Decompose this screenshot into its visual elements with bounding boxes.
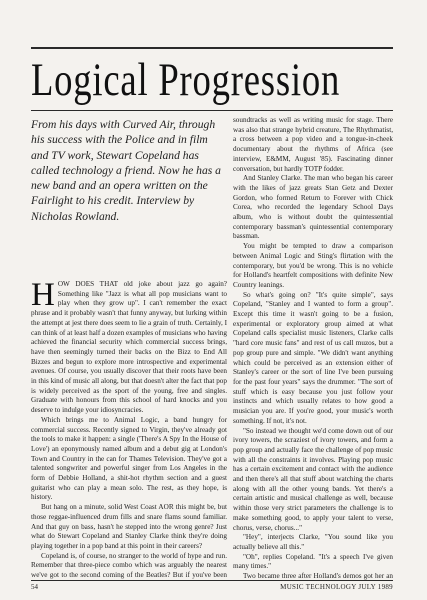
headline-rule	[31, 110, 393, 111]
body-paragraph	[31, 280, 227, 416]
body-paragraph: You might be tempted to draw a comparison between Animal Logic and Sting's flirtation with the contemporary, but you'd be wrong. This is no vehicle for Holland's heartfelt compositions with definite New Country leanings.	[233, 242, 393, 289]
running-footer: MUSIC TECHNOLOGY JULY 1989	[280, 583, 393, 591]
page-number: 54	[31, 583, 38, 591]
drop-cap: H	[31, 280, 55, 313]
footer-rule	[31, 580, 393, 581]
body-paragraph: soundtracks as well as writing music for stage. There was also that strange hybrid creature, The Rhythmatist, a cross between a pop video and a tongue-in-cheek documentary about the rhythms of Africa (see interview, E&MM, August '85). Fascinating dinner conversation, but hardly TOTP fodder.	[233, 116, 393, 173]
body-column-right	[233, 116, 393, 582]
body-paragraph: But hang on a minute, solid West Coast AOR this might be, but those reggae-influenced drum fills and snare flams sound familiar. And that guy on bass, hasn't he stepped into the wrong genre? Just what do Stewart Copeland and Stanley Clarke think they're doing playing together in a pop band at this point in their careers?	[31, 503, 227, 550]
paragraph-text: OW DOES THAT old joke about jazz go again? Something like "Jazz is what all pop musicians want to play when they grow up". I can't remember the exact phrase and it probably wasn't that funny anyway, but lurking within the attempt at jest there does seem to lie a grain of truth. Certainly, I can think of at least half a dozen examples of musicians who having achieved the financial security which commercial success brings, have then seemingly turned their backs on the Bizz to End All Bizzes and begun to explore more introspective and experimental avenues. Of course, you usually discover that their roots have been in this kind of music all along, but that doesn't alter the fact that pop is widely perceived as the sport of the young, free and singles. Graduate with honours from this school of hard knocks and you deserve to indulge your idiosyncracies.	[31, 280, 227, 415]
body-paragraph: And Stanley Clarke. The man who began his career with the likes of jazz greats Stan Getz and Dexter Gordon, who formed Return to Forever with Chick Corea, who recorded the legendary School Days album, who is without doubt the quintessential contemporary bassman's quintessential contemporary bassman.	[233, 174, 393, 241]
body-paragraph: So what's going on? "It's quite simple", says Copeland, "Stanley and I wanted to form a group". Except this time it wasn't going to be a fusion, experimental or exploratory group aimed at what Copeland calls specialist music listeners, Clarke calls "hard core music fans" and rest of us call muzos, but a pop group pure and simple. "We didn't want anything which could be perceived as an extension either of Stanley's career or the sort of line I've been pursuing for the past four years" says the drummer. "The sort of stuff which is easy because you just follow your instincts and which usually relates to how good a musician you are. If you're good, your music's worth something. If not, it's not.	[233, 290, 393, 425]
body-paragraph: Two became three after Holland's demos got her an	[243, 572, 393, 581]
standfirst: From his days with Curved Air, through his success with the Police and in film and TV work, Stewart Copeland has called technology a friend. Now he has a new band and an opera written on the Fairlight to his credit. Interview by Nicholas Rowland.	[31, 118, 221, 223]
top-rule	[31, 47, 393, 49]
body-paragraph: "So instead we thought we'd come down out of our ivory towers, the scraziest of ivory towers, and form a pop group and actually face the challenge of pop music with all the constraints it involves. Playing pop music has a certain excitement and contact with the audience and then there's all that stuff about watching the charts along with all the other young bands. Yet there's a certain artistic and musical challenge as well, because within those very strict parameters the challenge is to make something good, to apply your talent to verse, chorus, verse, chorus..."	[233, 426, 393, 532]
body-paragraph: "Oh", replies Copeland. "It's a speech I've given many times."	[233, 552, 393, 571]
body-paragraph: Which brings me to Animal Logic, a band hungry for commercial success. Recently signed to Virgin, they've already got the tools to make it happen: a single ('There's A Spy In the House of Love') an eponymously named album and a debut gig at London's Town and Country in the can for Thames Television. They've got a talented songwriter and powerful singer from Los Angeles in the form of Debbie Holland, a shit-hot rhythm section and a guest guitarist who can play a mean solo. The rest, as they hope, is history.	[31, 415, 227, 502]
headline: Logical Progression	[31, 54, 341, 106]
body-column-left	[31, 280, 227, 580]
body-paragraph: "Hey", interjects Clarke, "You sound like you actually believe all this."	[233, 533, 393, 551]
body-paragraph: Copeland is, of course, no stranger to the world of hype and run. Remember that three-piece combo which was arguably the nearest we've got to the second coming of the Beatles? But if you've been	[31, 551, 227, 580]
